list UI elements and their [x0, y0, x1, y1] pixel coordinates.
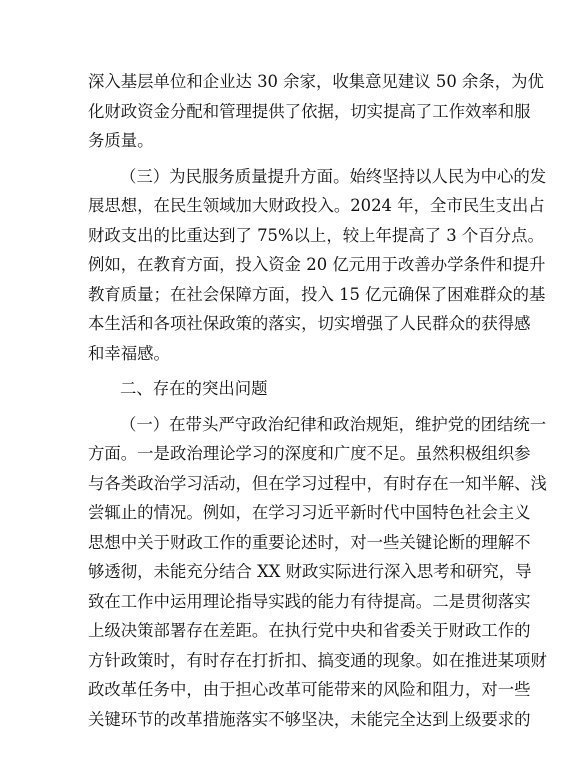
text-line: 化财政资金分配和管理提供了依据，切实提高了工作效率和服 [88, 101, 531, 121]
text-line: 本生活和各项社保政策的落实，切实增强了人民群众的获得感 [88, 314, 531, 333]
text-line: 务质量。 [88, 131, 154, 150]
paragraph [88, 162, 547, 369]
text-line: 例如，在教育方面，投入资金 20 亿元用于改善办学条件和提升 [88, 255, 546, 274]
heading-line: 二、存在的突出问题 [120, 379, 268, 398]
text-line: 致在工作中运用理论指导实践的能力有待提高。二是贯彻落实 [88, 591, 531, 611]
text-line: 深入基层单位和企业达 30 余家，收集意见建议 50 余条，为优 [88, 72, 544, 91]
document-page [88, 67, 547, 734]
text-line: （三）为民服务质量提升方面。始终坚持以人民为中心的发 [120, 166, 547, 186]
text-line: 方面。一是政治理论学习的深度和广度不足。虽然积极组织参 [88, 444, 531, 463]
text-line: 展思想，在民生领域加大财政投入。2024 年，全市民生支出占 [88, 196, 545, 215]
paragraph [88, 410, 547, 735]
text-line: 思想中关于财政工作的重要论述时，对一些关键论断的理解不 [88, 532, 531, 552]
text-line: 关键环节的改革措施落实不够坚决，未能完全达到上级要求的 [88, 709, 531, 729]
text-line: 够透彻，未能充分结合 XX 财政实际进行深入思考和研究，导 [88, 562, 532, 581]
paragraph [88, 67, 544, 156]
text-line: 政改革任务中，由于担心改革可能带来的风险和阻力，对一些 [88, 680, 531, 699]
text-line: 与各类政治学习活动，但在学习过程中，有时存在一知半解、浅 [88, 473, 547, 493]
text-line: 和幸福感。 [88, 343, 170, 363]
text-line: （一）在带头严守政治纪律和政治规矩，维护党的团结统一 [120, 414, 547, 434]
section-heading [88, 374, 500, 404]
text-line: 方针政策时，有时存在打折扣、搞变通的现象。如在推进某项财 [88, 650, 547, 670]
text-line: 教育质量；在社会保障方面，投入 15 亿元确保了困难群众的基 [88, 284, 546, 304]
text-line: 上级决策部署存在差距。在执行党中央和省委关于财政工作的 [88, 621, 531, 640]
text-line: 财政支出的比重达到了 75%以上，较上年提高了 3 个百分点。 [88, 225, 544, 245]
text-line: 尝辄止的情况。例如，在学习习近平新时代中国特色社会主义 [88, 503, 531, 522]
